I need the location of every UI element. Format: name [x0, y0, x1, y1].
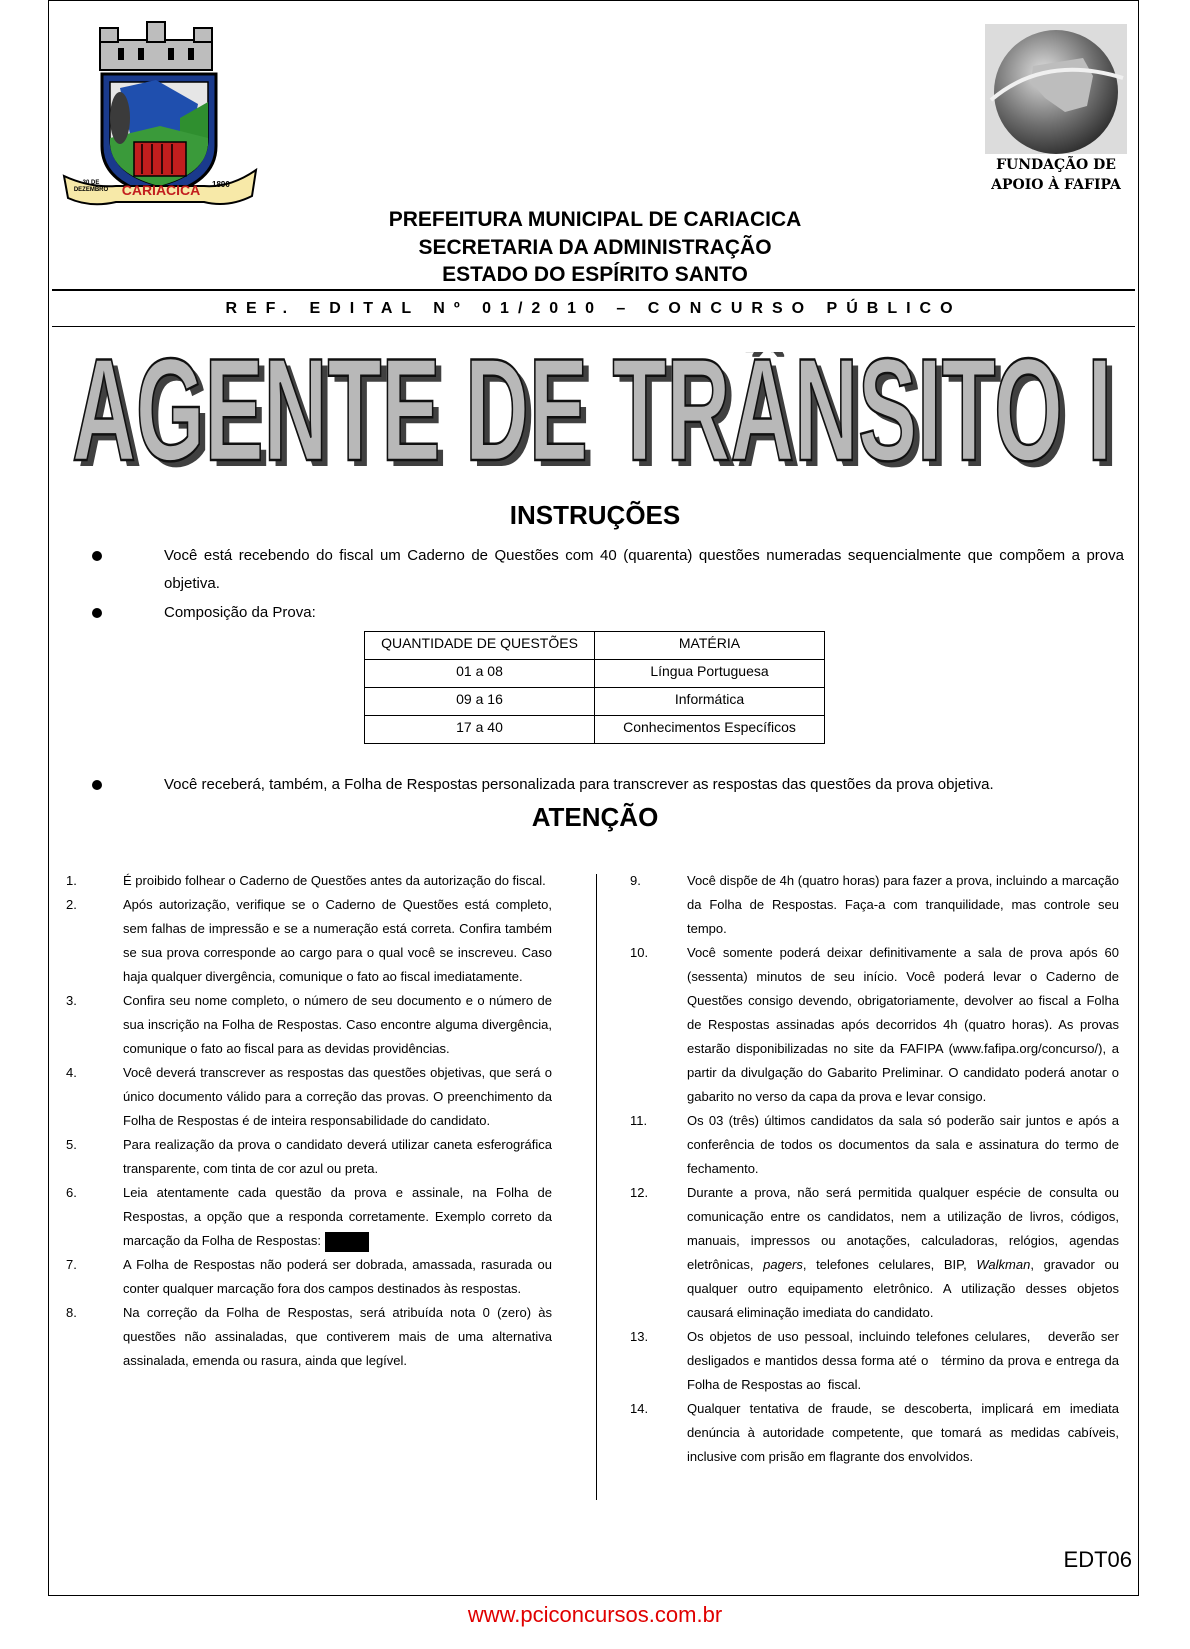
- coat-banner-date: 30 DE DEZEMBRO: [73, 180, 109, 193]
- list-item: [630, 869, 1119, 941]
- item-text: Você somente poderá deixar definitivamente a sala de prova após 60 (sessenta) minutos de seu início. Você poderá levar o Caderno de Questões consigo devendo, obrigatoriamente, devolver ao fiscal a Folha de Respostas assinadas após decorridos 4h (quatro horas). As provas estarão disponibilizadas no site da FAFIPA (www.fafipa.org/concurso/), a partir da divulgação do Gabarito Preliminar. O candidato poderá anotar o gabarito no verso da capa da prova e levar consigo.: [687, 945, 1119, 1104]
- item-text-italic: Walkman: [976, 1257, 1031, 1272]
- table-cell-quantity: 01 a 08: [365, 660, 595, 688]
- fafipa-line2: APOIO À FAFIPA: [991, 177, 1121, 193]
- item-text: Os objetos de uso pessoal, incluindo telefones celulares, deverão ser desligados e mantidos dessa forma até o término da prova e entrega da Folha de Respostas ao fiscal.: [687, 1329, 1123, 1392]
- header-rule-bottom: [52, 326, 1135, 327]
- instructions-heading: INSTRUÇÕES: [509, 500, 681, 530]
- item-text-part: Durante a prova, não será permitida qualquer espécie de consulta ou comunicação entre os candidatos, nem a utilização de livros, códigos, manuais, impressos ou anotações, calculadoras, relógios, agendas eletrônicas,: [687, 1185, 1119, 1272]
- table-row: [365, 688, 825, 716]
- item-text: Você dispõe de 4h (quatro horas) para fazer a prova, incluindo a marcação da Folha de Respostas. Faça-a com tranquilidade, mas controle seu tempo.: [687, 873, 1119, 936]
- item-text: É proibido folhear o Caderno de Questões antes da autorização do fiscal.: [123, 873, 546, 888]
- list-item: [630, 941, 1119, 1109]
- footer-url[interactable]: www.pciconcursos.com.br: [467, 1602, 723, 1627]
- table-header-row: [365, 632, 825, 660]
- item-number: 3.: [66, 993, 77, 1008]
- item-number: 14.: [630, 1401, 649, 1416]
- list-item: [66, 1181, 552, 1253]
- item-text: Para realização da prova o candidato deverá utilizar caneta esferográfica transparente, com tinta de cor azul ou preta.: [123, 1137, 552, 1176]
- item-text-part: , gravador ou qualquer outro equipamento eletrônico. A utilização desses objetos causará eliminação imediata do candidato.: [687, 1257, 1119, 1320]
- item-number: 10.: [630, 945, 649, 960]
- list-item: [66, 893, 552, 989]
- item-text: Você deverá transcrever as respostas das questões objetivas, que será o único documento válido para a correção das provas. O preenchimento da Folha de Respostas é de inteira responsabilidade do candidato.: [123, 1065, 552, 1128]
- exam-title-shadow: AGENTE DE TRÂNSITO I: [78, 352, 1118, 482]
- table-cell-subject: Informática: [595, 688, 825, 716]
- table-cell-quantity: 09 a 16: [365, 688, 595, 716]
- bullet-dot: [92, 780, 102, 790]
- item-text: Na correção da Folha de Respostas, será atribuída nota 0 (zero) às questões não assinaladas, que contiverem mais de uma alternativa assinalada, emenda ou rasura, ainda que legível.: [123, 1305, 552, 1368]
- header-line1: PREFEITURA MUNICIPAL DE CARIACICA: [388, 208, 802, 231]
- fafipa-line1: FUNDAÇÃO DE: [996, 157, 1116, 173]
- attention-column-right: [630, 869, 1123, 1469]
- item-text: [687, 1181, 1119, 1325]
- list-item: [630, 1325, 1123, 1397]
- attention-column-left: [66, 869, 552, 1373]
- list-item: [66, 989, 552, 1061]
- list-item: [630, 1109, 1119, 1181]
- table-header-subject: MATÉRIA: [595, 632, 825, 660]
- exam-title: [62, 352, 1126, 482]
- item-number: 11.: [630, 1113, 648, 1128]
- header-rule-top: [52, 289, 1135, 291]
- list-item: [66, 1133, 552, 1181]
- item-text: Qualquer tentativa de fraude, se descoberta, implicará em imediata denúncia à autoridade competente, que tomará as medidas cabíveis, inclusive com prisão em flagrante dos envolvidos.: [687, 1401, 1119, 1464]
- list-item: [630, 1181, 1119, 1325]
- document-code: EDT06: [1063, 1547, 1132, 1572]
- table-row: [365, 660, 825, 688]
- list-item: [66, 869, 552, 893]
- item-number: 13.: [630, 1329, 649, 1344]
- table-cell-quantity: 17 a 40: [365, 716, 595, 744]
- coat-banner-year: 1890: [212, 180, 230, 189]
- item-number: 12.: [630, 1185, 649, 1200]
- bullet-dot: [92, 551, 102, 561]
- item-number: 6.: [66, 1185, 77, 1200]
- header-line3: ESTADO DO ESPÍRITO SANTO: [442, 263, 748, 286]
- instruction-2: Composição da Prova:: [164, 604, 316, 621]
- globe-icon: [985, 24, 1127, 154]
- composition-table: [364, 631, 825, 744]
- edital-reference: REF. EDITAL Nº 01/2010 – CONCURSO PÚBLICO: [225, 300, 962, 317]
- item-text: Após autorização, verifique se o Caderno de Questões está completo, sem falhas de impressão e se a numeração está correta. Confira também se sua prova corresponde ao cargo para o qual você se inscreveu. Caso haja qualquer divergência, comunique o fato ao fiscal imediatamente.: [123, 897, 552, 984]
- list-item: [66, 1253, 552, 1301]
- item-number: 5.: [66, 1137, 77, 1152]
- cariacica-coat-of-arms: [60, 18, 260, 210]
- fafipa-logo: [985, 24, 1127, 202]
- list-item: [66, 1301, 552, 1373]
- instruction-1: Você está recebendo do fiscal um Caderno de Questões com 40 (quarenta) questões numeradas sequencialmente que compõem a prova objetiva.: [164, 547, 1124, 592]
- item-number: 2.: [66, 897, 77, 912]
- item-number: 4.: [66, 1065, 77, 1080]
- item-number: 9.: [630, 873, 641, 888]
- item-text: Leia atentamente cada questão da prova e assinale, na Folha de Respostas, a opção que a responda corretamente. Exemplo correto da marcação da Folha de Respostas:: [123, 1185, 552, 1248]
- bullet-dot: [92, 608, 102, 618]
- item-number: 1.: [66, 873, 77, 888]
- item-text: A Folha de Respostas não poderá ser dobrada, amassada, rasurada ou conter qualquer marcação fora dos campos destinados às respostas.: [123, 1257, 552, 1296]
- item-text-part: , telefones celulares, BIP,: [802, 1257, 977, 1272]
- attention-heading: ATENÇÃO: [531, 802, 659, 832]
- coat-banner-text: CARIACICA: [121, 182, 201, 198]
- list-item: [66, 1061, 552, 1133]
- table-cell-subject: Conhecimentos Específicos: [595, 716, 825, 744]
- table-header-quantity: QUANTIDADE DE QUESTÕES: [365, 632, 595, 660]
- exam-title-text: AGENTE DE TRÂNSITO I: [72, 352, 1112, 482]
- table-row: [365, 716, 825, 744]
- instruction-3: Você receberá, também, a Folha de Respostas personalizada para transcrever as respostas das questões da prova objetiva.: [164, 776, 994, 793]
- item-text: Confira seu nome completo, o número de seu documento e o número de sua inscrição na Folha de Respostas. Caso encontre alguma divergência, comunique o fato ao fiscal para as devidas providências.: [123, 993, 552, 1056]
- item-text-italic: pagers: [763, 1257, 803, 1272]
- table-cell-subject: Língua Portuguesa: [595, 660, 825, 688]
- marked-bubble-example: [325, 1232, 369, 1252]
- column-divider: [596, 874, 597, 1500]
- item-number: 8.: [66, 1305, 77, 1320]
- item-text: Os 03 (três) últimos candidatos da sala só poderão sair juntos e após a conferência de todos os documentos da sala e assinatura do termo de fechamento.: [687, 1113, 1119, 1176]
- list-item: [630, 1397, 1119, 1469]
- header-line2: SECRETARIA DA ADMINISTRAÇÃO: [418, 236, 772, 259]
- item-number: 7.: [66, 1257, 77, 1272]
